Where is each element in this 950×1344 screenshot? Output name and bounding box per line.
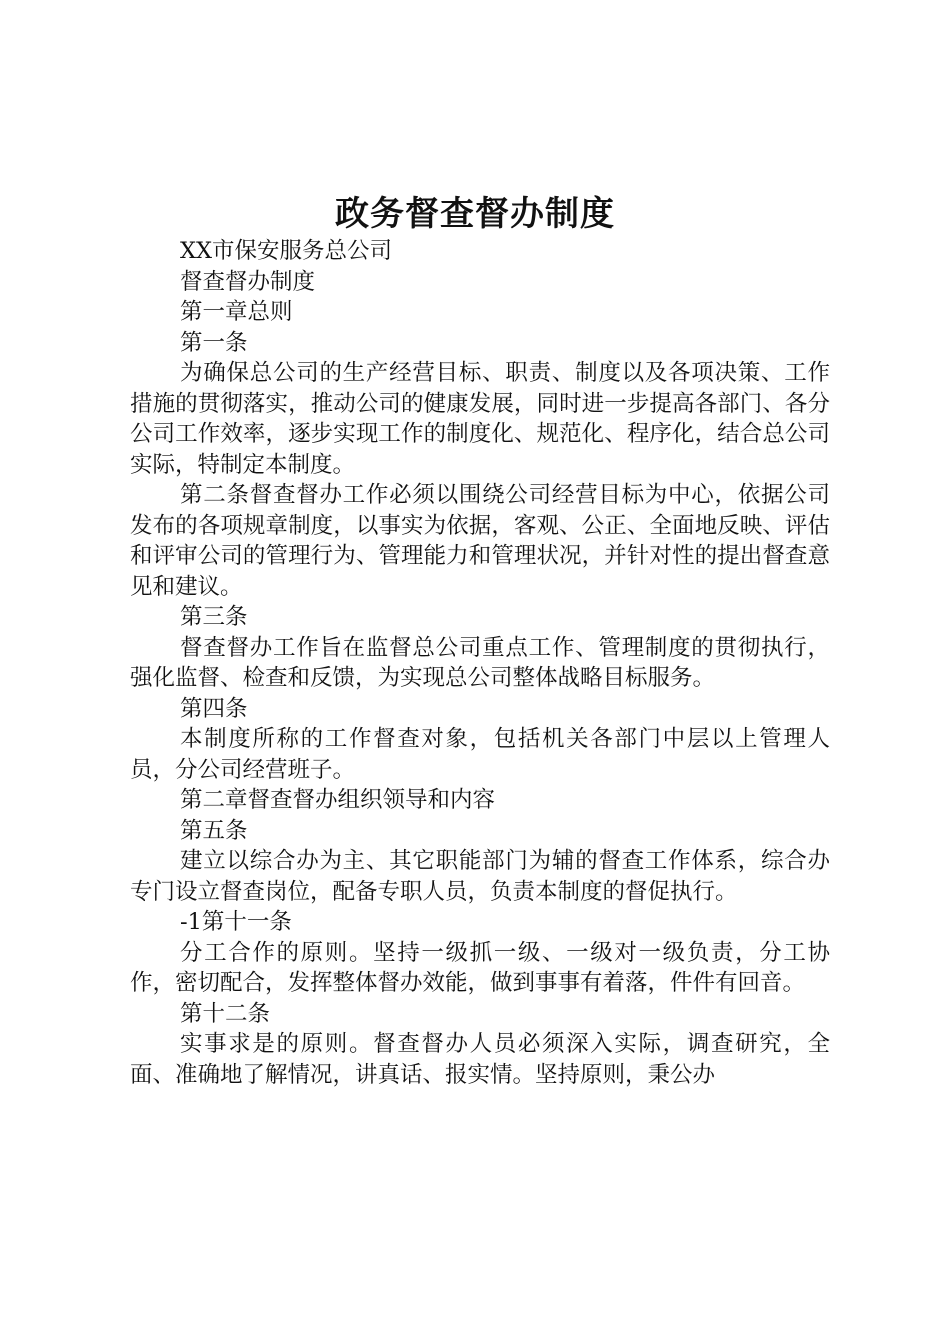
article-text: 第二条督查督办工作必须以围绕公司经营目标为中心，依据公司发布的各项规章制度，以事实为依据，客观、公正、全面地反映、评估和评审公司的管理行为、管理能力和管理状况，并针对性的提出督查意见和建议。 <box>130 482 830 600</box>
article-text: 实事求是的原则。督查督办人员必须深入实际，调查研究，全面、准确地了解情况，讲真话、报实情。坚持原则，秉公办 <box>130 1031 830 1088</box>
paragraph-subtitle: 督查督办制度 <box>180 268 316 295</box>
document-body <box>130 236 830 1090</box>
paragraph-company-name: XX市保安服务总公司 <box>180 238 393 264</box>
article-heading: 第三条 <box>180 604 248 630</box>
chapter-heading: 第二章督查督办组织领导和内容 <box>180 787 496 813</box>
article-heading: 第四条 <box>180 695 248 722</box>
article-text: 建立以综合办为主、其它职能部门为辅的督查工作体系，综合办专门设立督查岗位，配备专职人员，负责本制度的督促执行。 <box>130 848 830 905</box>
chapter-heading: 第一章总则 <box>180 299 293 325</box>
article-text: 本制度所称的工作督查对象，包括机关各部门中层以上管理人员，分公司经营班子。 <box>130 726 830 783</box>
article-text: 为确保总公司的生产经营目标、职责、制度以及各项决策、工作措施的贯彻落实，推动公司的健康发展，同时进一步提高各部门、各分公司工作效率，逐步实现工作的制度化、规范化、程序化，结合总公司实际，特制定本制度。 <box>130 360 830 478</box>
article-heading: 第一条 <box>180 329 248 356</box>
article-text: 督查督办工作旨在监督总公司重点工作、管理制度的贯彻执行，强化监督、检查和反馈，为实现总公司整体战略目标服务。 <box>130 634 830 691</box>
article-heading: 第十二条 <box>180 1000 271 1027</box>
document-title: 政务督查督办制度 <box>335 194 615 234</box>
article-heading: -1第十一条 <box>180 909 292 935</box>
article-text: 分工合作的原则。坚持一级抓一级、一级对一级负责，分工协作，密切配合，发挥整体督办效能，做到事事有着落，件件有回音。 <box>130 939 830 996</box>
article-heading: 第五条 <box>180 817 248 844</box>
